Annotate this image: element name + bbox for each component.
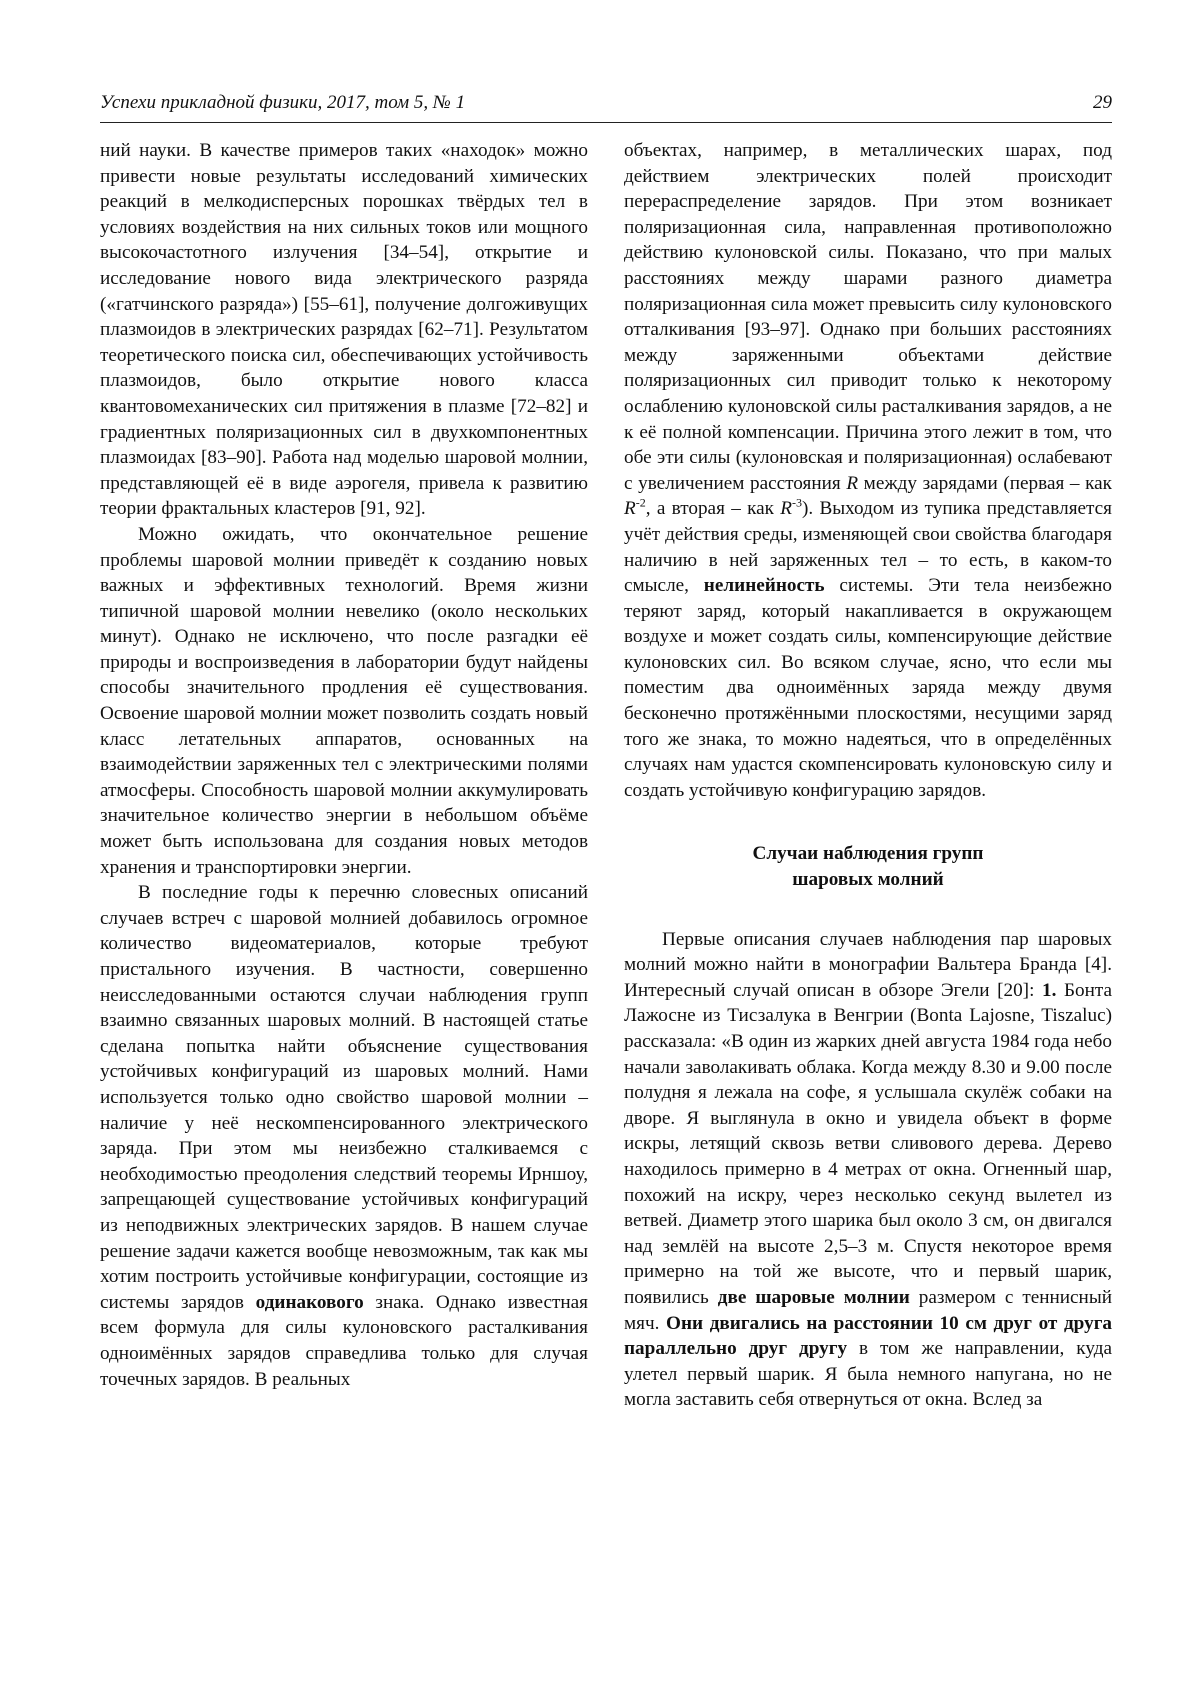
paragraph-continuation: ний науки. В качестве примеров таких «находок» можно привести новые результаты исследований химических реакций в мелкодисперсных порошках твёрдых тел в условиях воздействия на них сильных токов или мощного высокочастотного излучения [34–54], открытие и исследование нового вида электрического разряда («гатчинского разряда») [55–61], получение долгоживущих плазмоидов в электрических разрядах [62–71]. Результатом теоретического поиска сил, обеспечивающих устойчивость плазмоидов, было открытие нового класса квантовомеханических сил притяжения в плазме [72–82] и градиентных поляризационных сил в двухкомпонентных плазмоидах [83–90]. Работа над моделью шаровой молнии, представляющей её в виде аэрогеля, привела к развитию теории фрактальных кластеров [91, 92]. — [100, 140, 588, 520]
running-header — [100, 92, 1112, 123]
exponent: -3 — [792, 495, 802, 510]
text-run: размером с теннисный мяч. — [624, 1286, 1112, 1334]
bold-phrase-parallel-motion: Они двигались на расстоянии 10 см друг от друга параллельно друг другу — [624, 1312, 1112, 1360]
text-run: объектах, например, в металлических шарах, под действием электрических полей происходит перераспределение зарядов. При этом возникает поляризационная сила, направленная противоположно действию кулоновской силы. Показано, что при малых расстояниях между шарами разного диаметра поляризационная сила может превысить силу кулоновского отталкивания [93–97]. Однако при больших расстояниях между заряженными объектами действие поляризационных сил приводит только к некоторому ослаблению кулоновской силы расталкивания зарядов, а не к её полной компенсации. Причина этого лежит в том, что обе эти силы (кулоновская и поляризационная) ослабевают с увеличением расстояния — [624, 140, 1112, 494]
section-heading-line: шаровых молний — [792, 869, 944, 891]
right-column — [624, 138, 1112, 1413]
journal-reference: Успехи прикладной физики, 2017, том 5, № 1 — [100, 92, 466, 113]
bold-term-nonlinearity: нелинейность — [703, 575, 825, 597]
variable-r: R — [780, 498, 792, 520]
paragraph-observations — [624, 927, 1112, 1413]
text-run: знака. Однако известная всем формула для силы кулоновского расталкивания одноимённых зарядов справедлива только для случая точечных зарядов. В реальных — [100, 1291, 589, 1390]
page-number: 29 — [1093, 92, 1112, 113]
bold-phrase-two-balls: две шаровые молнии — [717, 1286, 910, 1308]
paragraph-technologies: Можно ожидать, что окончательное решение проблемы шаровой молнии приведёт к созданию новых важных и эффективных технологий. Время жизни типичной шаровой молнии невелико (около нескольких минут). Однако не исключено, что после разгадки её природы и воспроизведения в лаборатории будут найдены способы значительного продления её существования. Освоение шаровой молнии может позволить создать новый класс летательных аппаратов, основанных на взаимодействии заряженных тел с электрическими полями атмосферы. Способность шаровой молнии аккумулировать значительное количество энергии в небольшом объёме может быть использована для создания новых методов хранения и транспортировки энергии. — [100, 523, 588, 878]
variable-r: R — [846, 472, 859, 494]
text-run: между зарядами (первая – как — [858, 472, 1112, 494]
text-run: Первые описания случаев наблюдения пар шаровых молний можно найти в монографии Вальтера Бранда [4]. Интересный случай описан в обзоре Эгели [20]: — [624, 928, 1112, 1001]
text-run: В последние годы к перечню словесных описаний случаев встреч с шаровой молнией добавилось огромное количество видеоматериалов, которые требуют пристального изучения. В частности, совершенно неисследованными остаются случаи наблюдения групп взаимно связанных шаровых молний. В настоящей статье сделана попытка найти объяснение существования устойчивых конфигураций из шаровых молний. Нами используется только одно свойство шаровой молнии – наличие у неё нескомпенсированного электрического заряда. При этом мы неизбежно сталкиваемся с необходимостью преодоления следствий теоремы Ирншоу, запрещающей существование устойчивых конфигураций из неподвижных электрических зарядов. В нашем случае решение задачи кажется вообще невозможным, так как мы хотим построить устойчивые конфигурации, состоящие из системы зарядов — [100, 882, 588, 1313]
text-run: в том же направлении, куда улетел первый шарик. Я была немного напугана, но не могла заставить себя отвернуться от окна. Вслед за — [624, 1338, 1112, 1411]
text-run: ). Выходом из тупика представляется учёт действия среды, изменяющей свои свойства благодаря наличию в ней заряженных тел – то есть, в каком-то смысле, — [624, 498, 1112, 597]
left-column — [100, 138, 588, 1392]
section-heading — [624, 841, 1112, 892]
bold-term-same-sign: одинакового — [255, 1291, 364, 1313]
paragraph-polarization — [624, 138, 1112, 803]
exponent: -2 — [635, 495, 646, 510]
text-run: Бонта Лажосне из Тисзалука в Венгрии (Bonta Lajosne, Tiszaluc) рассказала: «В один из жарких дней августа 1984 года небо начали заволакивать облака. Когда между 8.30 и 9.00 после полудня я лежала на софе, я услышала скулёж собаки на дворе. Я выглянула в окно и увидела объект в форме искры, летящий сквозь ветви сливового дерева. Дерево находилось примерно в 4 метрах от окна. Огненный шар, похожий на искру, через несколько секунд вылетел из ветвей. Диаметр этого шарика был около 3 см, он двигался над землёй на высоте 2,5–3 м. Спустя некоторое время примерно на той же высоте, что и первый шарик, появились — [624, 979, 1112, 1308]
case-number: 1. — [1042, 979, 1057, 1001]
text-run: системы. Эти тела неизбежно теряют заряд, который накапливается в окружающем воздухе и может создать силы, компенсирующие действие кулоновских сил. Во всяком случае, ясно, что если мы поместим два одноимённых заряда между двумя бесконечно протяжёнными плоскостями, несущими заряд того же знака, то можно надеяться, что в определённых случаях нам удастся скомпенсировать кулоновскую силу и создать устойчивую конфигурацию зарядов. — [624, 575, 1112, 801]
variable-r: R — [624, 498, 636, 520]
section-heading-line: Случаи наблюдения групп — [752, 843, 984, 865]
text-run: , а вторая – как — [645, 498, 781, 520]
paragraph-video-materials — [100, 880, 588, 1392]
